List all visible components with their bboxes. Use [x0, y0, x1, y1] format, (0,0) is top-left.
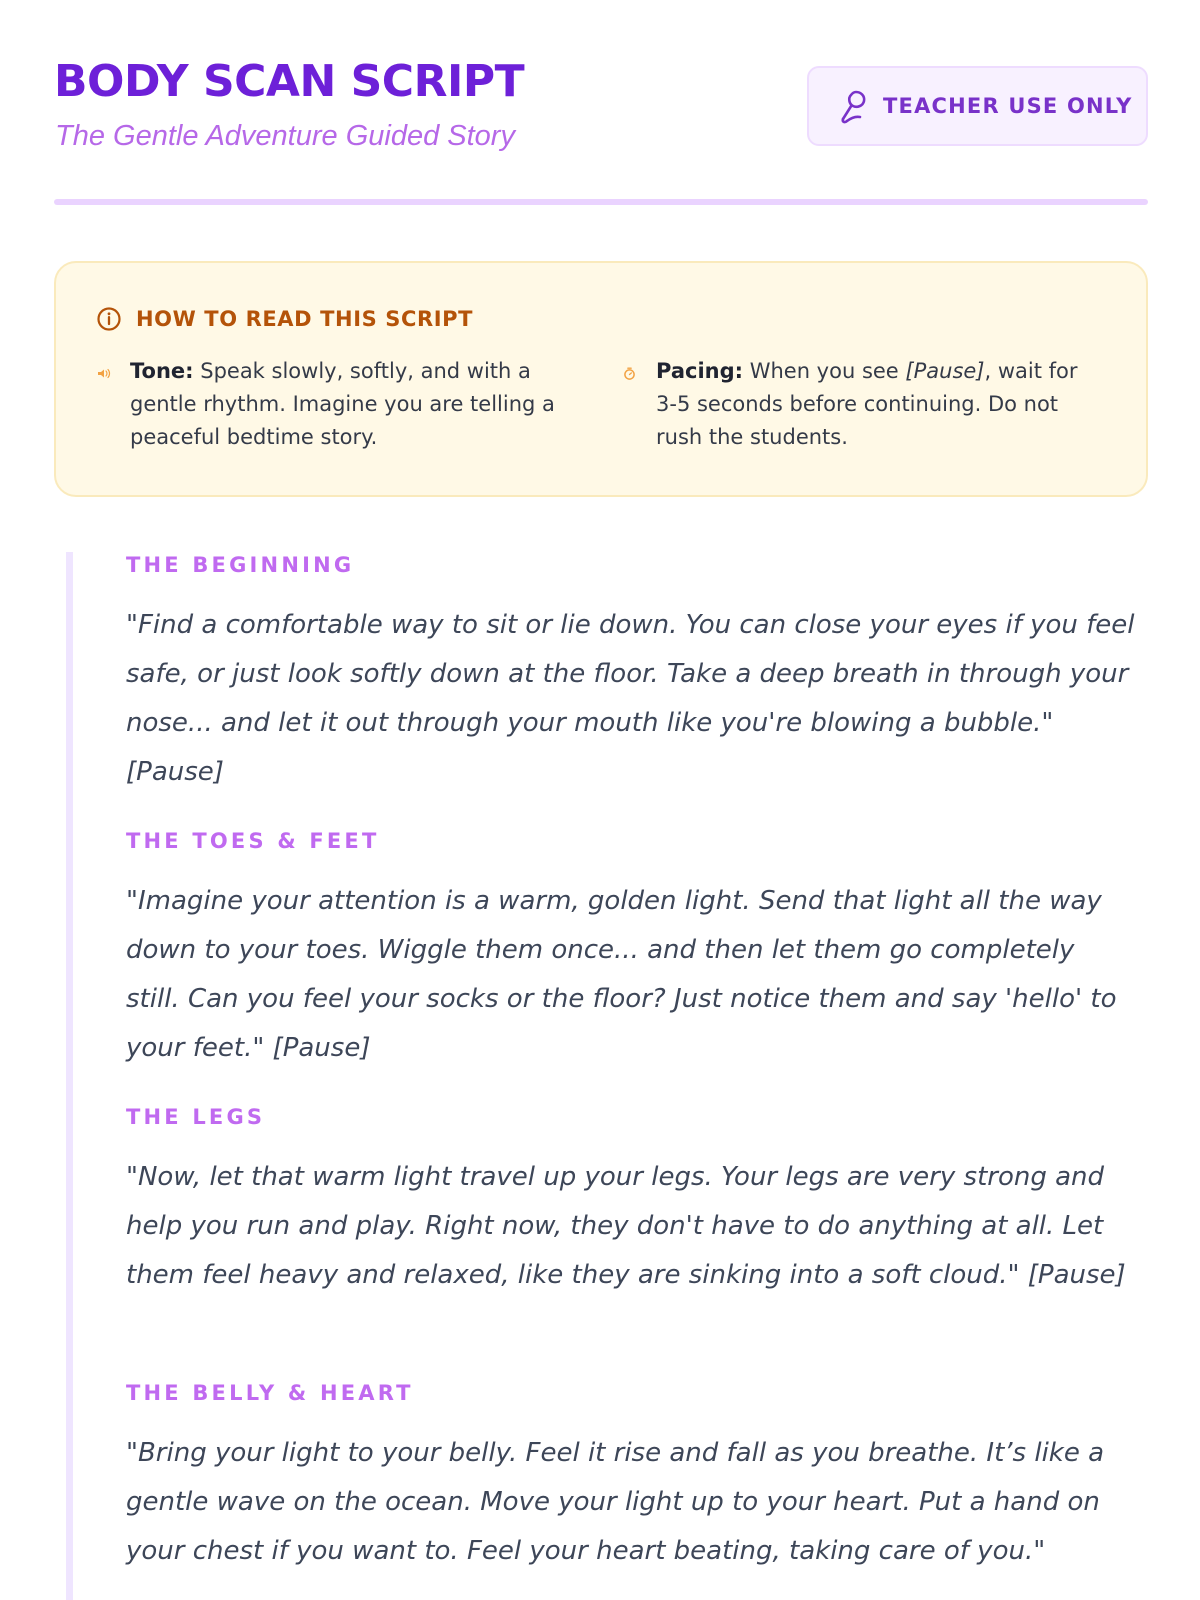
section-the-toes-feet	[126, 828, 1136, 1073]
section-heading: THE BELLY & HEART	[126, 1381, 414, 1405]
section-script-text: "Find a comfortable way to sit or lie down. You can close your eyes if you feel safe, or just look softly down at the floor. Take a deep breath in through your nose... and let it out through your mouth like you're blowing a bubble." [Pause]	[126, 610, 1135, 787]
page-subtitle: The Gentle Adventure Guided Story	[55, 120, 515, 152]
page-header	[54, 56, 1148, 156]
speaker-icon	[96, 366, 111, 381]
teacher-use-only-badge	[807, 66, 1148, 146]
section-heading: THE BEGINNING	[126, 553, 355, 577]
page-title: BODY SCAN SCRIPT	[54, 56, 525, 107]
section-heading: THE LEGS	[126, 1105, 266, 1129]
section-script-text: "Imagine your attention is a warm, golden light. Send that light all the way down to your toes. Wiggle them once... and then let them go completely still. Can you feel your socks or the floor? Just notice them and say 'hello' to your feet." [Pause]	[126, 886, 1117, 1063]
teacher-badge-label: TEACHER USE ONLY	[883, 94, 1133, 118]
pacing-tip-text-before: When you see	[743, 359, 906, 383]
pacing-tip	[622, 355, 1090, 465]
pacing-tip-label: Pacing:	[656, 359, 744, 383]
how-to-read-box	[54, 261, 1148, 497]
how-to-read-title: HOW TO READ THIS SCRIPT	[136, 307, 474, 331]
script-accent-line	[66, 552, 73, 1600]
tone-tip-description: Speak slowly, softly, and with a gentle rhythm. Imagine you are telling a peaceful bedtime story.	[130, 359, 555, 449]
pacing-tip-text-after: , wait for 3-5 seconds before continuing. Do not rush the students.	[656, 359, 1078, 449]
section-the-legs	[126, 1104, 1136, 1300]
microphone-icon	[837, 88, 869, 124]
section-the-beginning	[126, 552, 1136, 797]
info-icon	[96, 306, 122, 332]
tone-tip	[96, 355, 564, 465]
section-script-text: "Bring your light to your belly. Feel it rise and fall as you breathe. It’s like a gentle wave on the ocean. Move your light up to your heart. Put a hand on your chest if you want to. Feel your heart beating, taking care of you."	[126, 1438, 1105, 1566]
script-sections	[66, 552, 1148, 1600]
section-the-belly-heart	[126, 1380, 1136, 1576]
section-script-text: "Now, let that warm light travel up your legs. Your legs are very strong and help you run and play. Right now, they don't have to do anything at all. Let them feel heavy and relaxed, like they are sinking into a soft cloud." [Pause]	[126, 1162, 1126, 1290]
body-scan-script-page	[54, 0, 1148, 1600]
how-to-read-heading	[96, 303, 473, 335]
tone-tip-label: Tone:	[130, 359, 194, 383]
section-heading: THE TOES & FEET	[126, 829, 380, 853]
header-divider	[54, 199, 1148, 205]
timer-icon	[622, 366, 637, 381]
pause-marker: [Pause]	[905, 359, 985, 383]
tone-tip-text	[130, 355, 564, 454]
pacing-tip-text	[656, 355, 1090, 454]
